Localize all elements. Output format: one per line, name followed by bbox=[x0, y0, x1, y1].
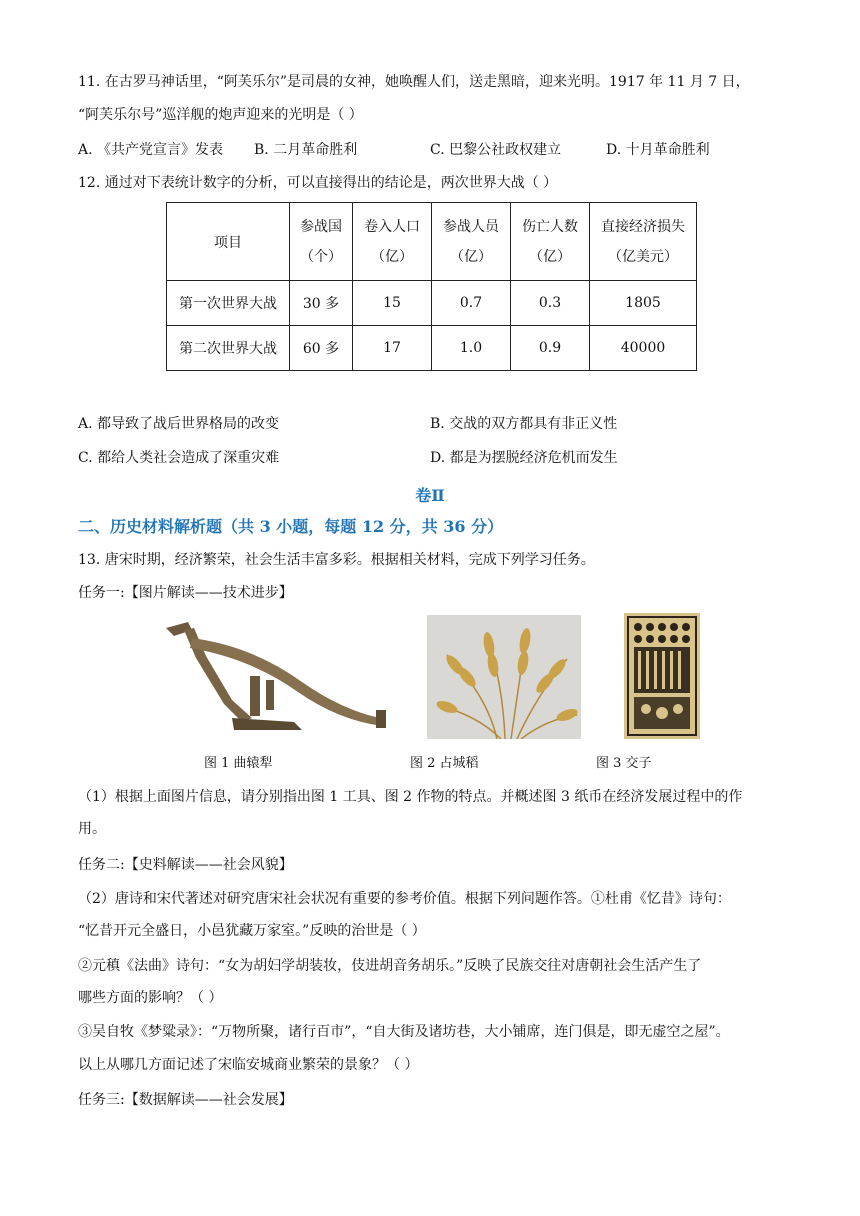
q13-part1-line2: 用。 bbox=[78, 821, 106, 837]
figure3-caption: 图 3 交子 bbox=[596, 756, 652, 771]
q13-part2-line1: （2）唐诗和宋代著述对研究唐宋社会状况有重要的参考价值。根据下列问题作答。①杜甫《忆昔》诗句： bbox=[78, 891, 731, 907]
volume-title: 卷Ⅱ bbox=[415, 486, 445, 505]
header-cell: 参战国 （个） bbox=[290, 203, 353, 281]
table-cell: 1.0 bbox=[432, 326, 511, 371]
q11-line2: “阿芙乐尔号”巡洋舰的炮声迎来的光明是（ ） bbox=[78, 107, 363, 123]
q11-option-b: B. 二月革命胜利 bbox=[254, 142, 358, 158]
q13-stem: 13. 唐宋时期，经济繁荣，社会生活丰富多彩。根据相关材料，完成下列学习任务。 bbox=[78, 552, 595, 568]
table-cell: 30 多 bbox=[290, 281, 353, 326]
q13-part2-line3: ②元稹《法曲》诗句：“女为胡妇学胡装妆，伎进胡音务胡乐。”反映了民族交往对唐朝社会生活产生了 bbox=[78, 958, 702, 974]
q13-part1-line1: （1）根据上面图片信息，请分别指出图 1 工具、图 2 作物的特点。并概述图 3 纸币在经济发展过程中的作 bbox=[78, 789, 743, 805]
task1-heading: 任务一:【图片解读——技术进步】 bbox=[78, 585, 293, 601]
table-cell: 第二次世界大战 bbox=[167, 326, 290, 371]
war-statistics-table bbox=[166, 202, 697, 371]
table-cell: 40000 bbox=[590, 326, 697, 371]
header-cell: 伤亡人数 （亿） bbox=[511, 203, 590, 281]
q11-line1: 11. 在古罗马神话里，“阿芙乐尔”是司晨的女神，她唤醒人们，送走黑暗，迎来光明。1917 年 11 月 7 日， bbox=[78, 74, 750, 90]
q12-option-a: A. 都导致了战后世界格局的改变 bbox=[78, 416, 280, 432]
jiaozi-banknote-image bbox=[624, 613, 700, 739]
champa-rice-image bbox=[427, 615, 581, 739]
header-cell: 直接经济损失 （亿美元） bbox=[590, 203, 697, 281]
table-cell: 1805 bbox=[590, 281, 697, 326]
header-cell: 项目 bbox=[167, 203, 290, 281]
q13-part2-line6: 以上从哪几方面记述了宋临安城商业繁荣的景象？（ ） bbox=[78, 1057, 419, 1073]
task2-heading: 任务二:【史料解读——社会风貌】 bbox=[78, 857, 293, 873]
q13-part2-line5: ③吴自牧《梦粱录》：“万物所聚，诸行百市”，“自大街及诸坊巷，大小铺席，连门俱是，即无虚空之屋”。 bbox=[78, 1024, 730, 1040]
table-header-row bbox=[167, 203, 697, 281]
q13-part2-line2: “忆昔开元全盛日，小邑犹藏万家室。”反映的治世是（ ） bbox=[78, 923, 426, 939]
table-cell: 0.7 bbox=[432, 281, 511, 326]
table-cell: 0.9 bbox=[511, 326, 590, 371]
q13-part2-line4: 哪些方面的影响？（ ） bbox=[78, 990, 223, 1006]
q11-option-d: D. 十月革命胜利 bbox=[606, 142, 710, 158]
table-cell: 15 bbox=[353, 281, 432, 326]
q11-option-a: A. 《共产党宣言》发表 bbox=[78, 142, 224, 158]
q12-stem: 12. 通过对下表统计数字的分析，可以直接得出的结论是，两次世界大战（ ） bbox=[78, 175, 558, 191]
table-cell: 第一次世界大战 bbox=[167, 281, 290, 326]
q11-option-c: C. 巴黎公社政权建立 bbox=[430, 142, 562, 158]
table-cell: 0.3 bbox=[511, 281, 590, 326]
header-cell: 参战人员 （亿） bbox=[432, 203, 511, 281]
task3-heading: 任务三:【数据解读——社会发展】 bbox=[78, 1092, 293, 1108]
q12-option-b: B. 交战的双方都具有非正义性 bbox=[430, 416, 618, 432]
section-title: 二、历史材料解析题（共 3 小题，每题 12 分，共 36 分） bbox=[78, 517, 504, 536]
q12-option-c: C. 都给人类社会造成了深重灾难 bbox=[78, 450, 280, 466]
q12-option-d: D. 都是为摆脱经济危机而发生 bbox=[430, 450, 618, 466]
figure2-caption: 图 2 占城稻 bbox=[410, 756, 479, 771]
table-cell: 60 多 bbox=[290, 326, 353, 371]
curved-plow-image bbox=[162, 618, 394, 736]
table-row bbox=[167, 326, 697, 371]
table-cell: 17 bbox=[353, 326, 432, 371]
header-cell: 卷入人口 （亿） bbox=[353, 203, 432, 281]
figure1-caption: 图 1 曲辕犁 bbox=[204, 756, 273, 771]
table-row bbox=[167, 281, 697, 326]
